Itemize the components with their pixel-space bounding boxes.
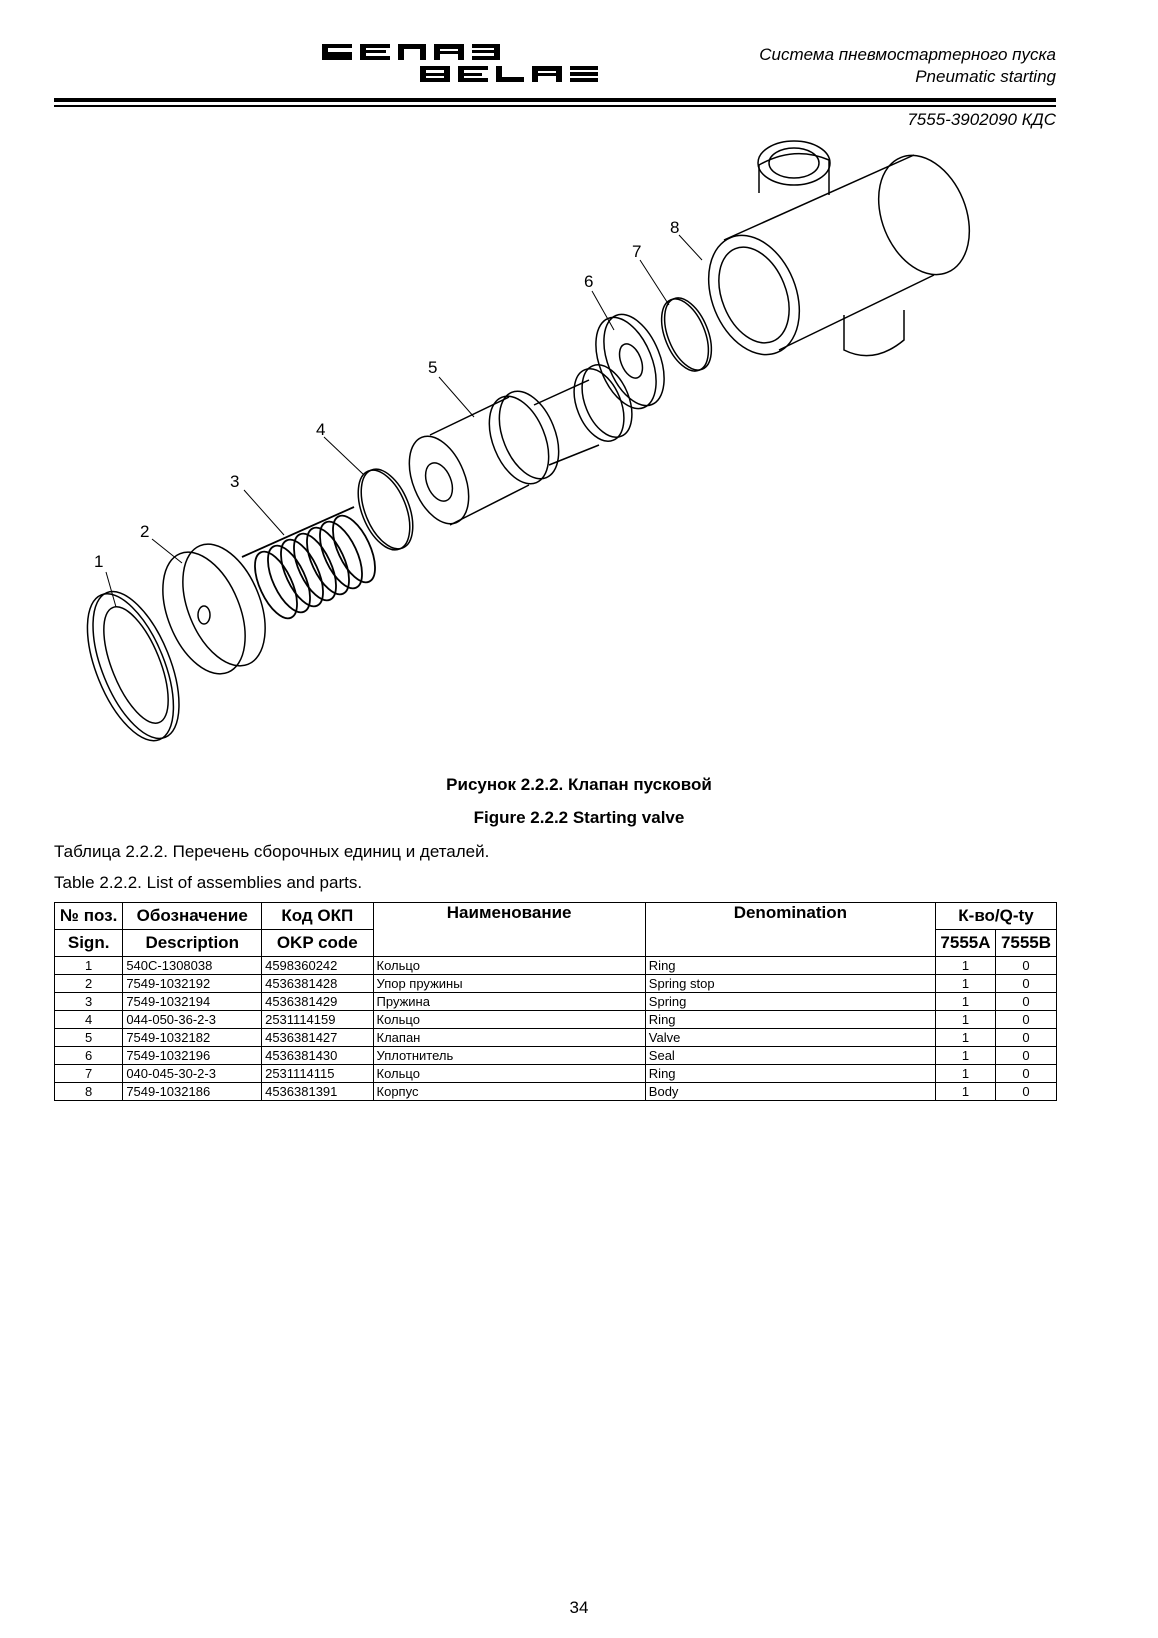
cell-qty-a: 1 — [935, 957, 995, 975]
callout-4: 4 — [316, 420, 326, 439]
starting-valve-drawing — [54, 135, 1056, 760]
cell-designation: 540C-1308038 — [123, 957, 262, 975]
cell-name-en: Ring — [645, 1011, 935, 1029]
cell-qty-a: 1 — [935, 1065, 995, 1083]
cell-okp: 4536381429 — [262, 993, 373, 1011]
part-4-o-ring — [348, 462, 423, 557]
header-title-en: Pneumatic starting — [915, 67, 1056, 86]
cell-qty-a: 1 — [935, 1011, 995, 1029]
figure-caption-ru: Рисунок 2.2.2. Клапан пусковой — [446, 775, 712, 794]
header-designation-en: Description — [123, 930, 262, 957]
cell-name-ru: Уплотнитель — [373, 1047, 645, 1065]
cell-designation: 7549-1032182 — [123, 1029, 262, 1047]
cell-qty-b: 0 — [995, 1083, 1056, 1101]
cell-okp: 4536381427 — [262, 1029, 373, 1047]
cell-designation: 7549-1032196 — [123, 1047, 262, 1065]
cell-qty-a: 1 — [935, 1083, 995, 1101]
cell-name-ru: Кольцо — [373, 1011, 645, 1029]
cell-qty-a: 1 — [935, 993, 995, 1011]
table-caption-en: Table 2.2.2. List of assemblies and parts. — [54, 873, 363, 892]
header-title-ru: Система пневмостартерного пуска — [759, 45, 1056, 64]
header-okp-ru: Код ОКП — [262, 903, 373, 930]
header-qty-a: 7555A — [935, 930, 995, 957]
cell-designation: 044-050-36-2-3 — [123, 1011, 262, 1029]
part-8-body — [692, 141, 986, 368]
callout-8: 8 — [670, 218, 680, 237]
cell-qty-a: 1 — [935, 1047, 995, 1065]
part-3-spring — [242, 507, 384, 624]
callout-labels — [94, 218, 679, 571]
header-pos-ru: № поз. — [55, 903, 123, 930]
cell-qty-b: 0 — [995, 993, 1056, 1011]
cell-name-ru: Кольцо — [373, 957, 645, 975]
header-rule-thick — [54, 98, 1056, 102]
part-1-ring — [70, 580, 197, 752]
table-row — [55, 993, 1057, 1011]
cell-pos: 7 — [55, 1065, 123, 1083]
cell-qty-a: 1 — [935, 975, 995, 993]
cell-pos: 1 — [55, 957, 123, 975]
cell-designation: 7549-1032192 — [123, 975, 262, 993]
cell-pos: 3 — [55, 993, 123, 1011]
cell-name-en: Valve — [645, 1029, 935, 1047]
cell-name-en: Spring stop — [645, 975, 935, 993]
page-number: 34 — [569, 1598, 589, 1617]
part-5-valve — [398, 358, 642, 533]
cell-qty-a: 1 — [935, 1029, 995, 1047]
callout-5: 5 — [428, 358, 438, 377]
header-designation-ru: Обозначение — [123, 903, 262, 930]
header-name-ru: Наименование — [373, 903, 645, 957]
cell-name-en: Ring — [645, 957, 935, 975]
cell-pos: 2 — [55, 975, 123, 993]
cell-designation: 040-045-30-2-3 — [123, 1065, 262, 1083]
cell-qty-b: 0 — [995, 1029, 1056, 1047]
cell-name-ru: Корпус — [373, 1083, 645, 1101]
cell-name-en: Body — [645, 1083, 935, 1101]
cell-qty-b: 0 — [995, 1065, 1056, 1083]
cell-pos: 8 — [55, 1083, 123, 1101]
callout-2: 2 — [140, 522, 150, 541]
table-row — [55, 1065, 1057, 1083]
header-rule-thin — [54, 105, 1056, 107]
cell-okp: 4536381391 — [262, 1083, 373, 1101]
table-row — [55, 1029, 1057, 1047]
callout-7: 7 — [632, 242, 642, 261]
table-row — [55, 1011, 1057, 1029]
cell-qty-b: 0 — [995, 957, 1056, 975]
callout-3: 3 — [230, 472, 240, 491]
header-pos-en: Sign. — [55, 930, 123, 957]
cell-name-ru: Клапан — [373, 1029, 645, 1047]
leader-lines — [106, 235, 702, 607]
header-name-en: Denomination — [645, 903, 935, 957]
belaz-logo — [320, 42, 600, 86]
callout-6: 6 — [584, 272, 594, 291]
cell-okp: 2531114115 — [262, 1065, 373, 1083]
cell-qty-b: 0 — [995, 975, 1056, 993]
header-qty: К-во/Q-ty — [935, 903, 1056, 930]
table-row — [55, 957, 1057, 975]
document-number: 7555-3902090 КДС — [907, 110, 1056, 129]
table-row — [55, 1047, 1057, 1065]
header-title — [759, 44, 1056, 88]
cell-okp: 2531114159 — [262, 1011, 373, 1029]
cell-okp: 4536381430 — [262, 1047, 373, 1065]
cell-name-en: Spring — [645, 993, 935, 1011]
cell-name-ru: Пружина — [373, 993, 645, 1011]
callout-1: 1 — [94, 552, 104, 571]
cell-name-ru: Кольцо — [373, 1065, 645, 1083]
cell-pos: 5 — [55, 1029, 123, 1047]
header-qty-b: 7555B — [995, 930, 1056, 957]
figure-caption-en: Figure 2.2.2 Starting valve — [473, 808, 685, 827]
cell-okp: 4536381428 — [262, 975, 373, 993]
table-row — [55, 975, 1057, 993]
cell-qty-b: 0 — [995, 1011, 1056, 1029]
cell-name-ru: Упор пружины — [373, 975, 645, 993]
cell-pos: 4 — [55, 1011, 123, 1029]
table-caption-ru: Таблица 2.2.2. Перечень сборочных единиц и деталей. — [54, 842, 490, 861]
part-2-spring-stop — [147, 532, 282, 686]
header-okp-en: OKP code — [262, 930, 373, 957]
cell-name-en: Seal — [645, 1047, 935, 1065]
cell-qty-b: 0 — [995, 1047, 1056, 1065]
parts-table — [54, 902, 1057, 1101]
cell-okp: 4598360242 — [262, 957, 373, 975]
table-row — [55, 1083, 1057, 1101]
cell-name-en: Ring — [645, 1065, 935, 1083]
cell-pos: 6 — [55, 1047, 123, 1065]
cell-designation: 7549-1032194 — [123, 993, 262, 1011]
cell-designation: 7549-1032186 — [123, 1083, 262, 1101]
